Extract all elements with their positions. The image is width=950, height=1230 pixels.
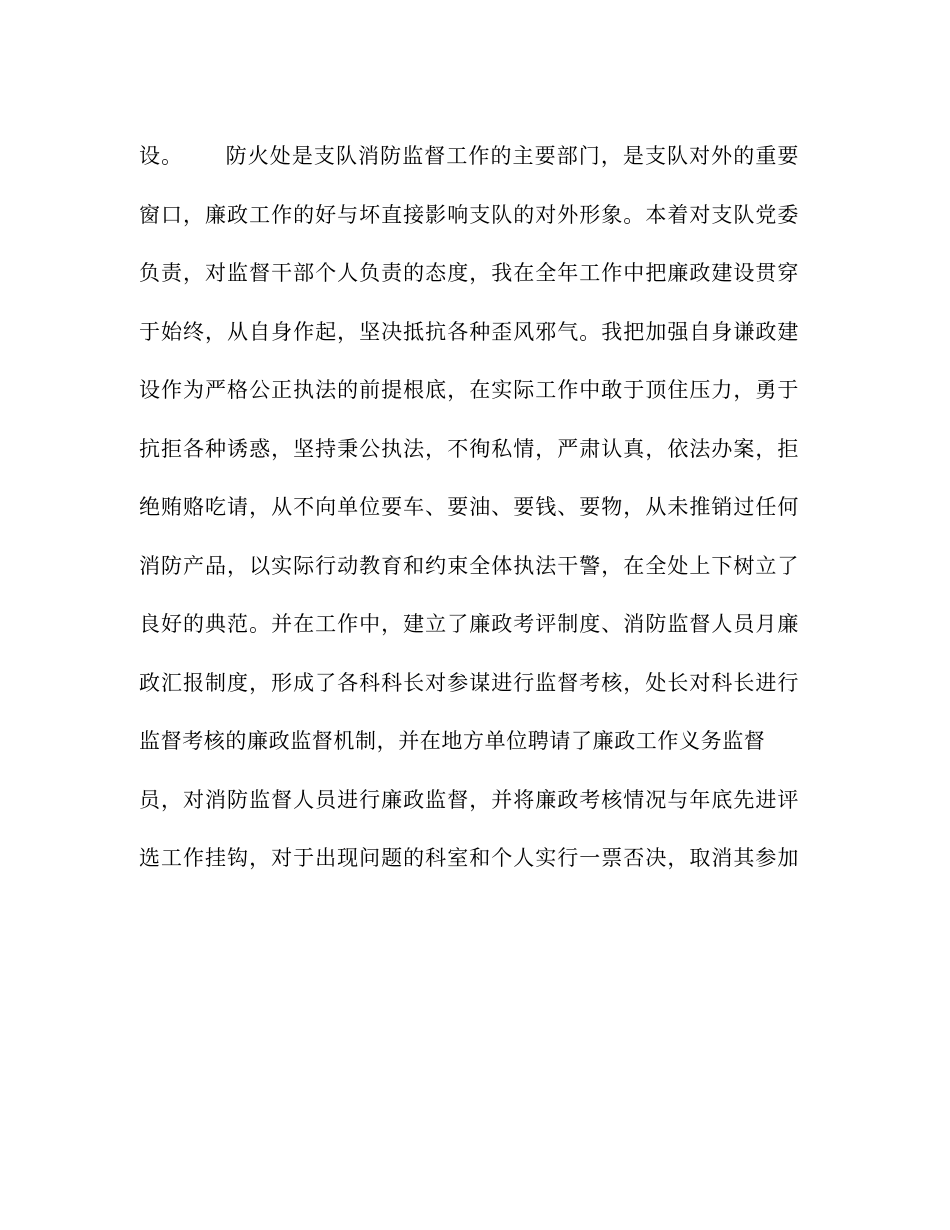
text-line-12: 员，对消防监督人员进行廉政监督，并将廉政考核情况与年底先进评 <box>139 787 799 812</box>
text-line-5: 设作为严格公正执法的前提根底，在实际工作中敢于顶住压力，勇于 <box>139 378 799 402</box>
text-line-2: 窗口，廉政工作的好与坏直接影响支队的对外形象。本着对支队党委 <box>139 202 799 227</box>
text-line-1-start: 设。 <box>139 144 184 168</box>
text-line-1 <box>139 136 799 195</box>
text-line-1-rest: 防火处是支队消防监督工作的主要部门，是支队对外的重要 <box>225 144 799 168</box>
text-line-7: 绝贿赂吃请，从不向单位要车、要油、要钱、要物，从未推销过任何 <box>139 495 799 519</box>
text-line-4: 于始终，从自身作起，坚决抵抗各种歪风邪气。我把加强自身谦政建 <box>139 319 799 344</box>
body-paragraph <box>139 136 799 897</box>
text-line-11: 监督考核的廉政监督机制，并在地方单位聘请了廉政工作义务监督 <box>139 729 766 753</box>
text-line-3: 负责，对监督干部个人负责的态度，我在全年工作中把廉政建设贯穿 <box>139 261 799 285</box>
text-line-13: 选工作挂钩，对于出现问题的科室和个人实行一票否决，取消其参加 <box>139 846 799 870</box>
text-line-9: 良好的典范。并在工作中，建立了廉政考评制度、消防监督人员月廉 <box>139 612 799 636</box>
text-line-8: 消防产品，以实际行动教育和约束全体执法干警，在全处上下树立了 <box>139 553 799 578</box>
text-line-10: 政汇报制度，形成了各科科长对参谋进行监督考核，处长对科长进行 <box>139 670 799 695</box>
text-line-6: 抗拒各种诱惑，坚持秉公执法，不徇私情，严肃认真，依法办案，拒 <box>139 436 799 461</box>
